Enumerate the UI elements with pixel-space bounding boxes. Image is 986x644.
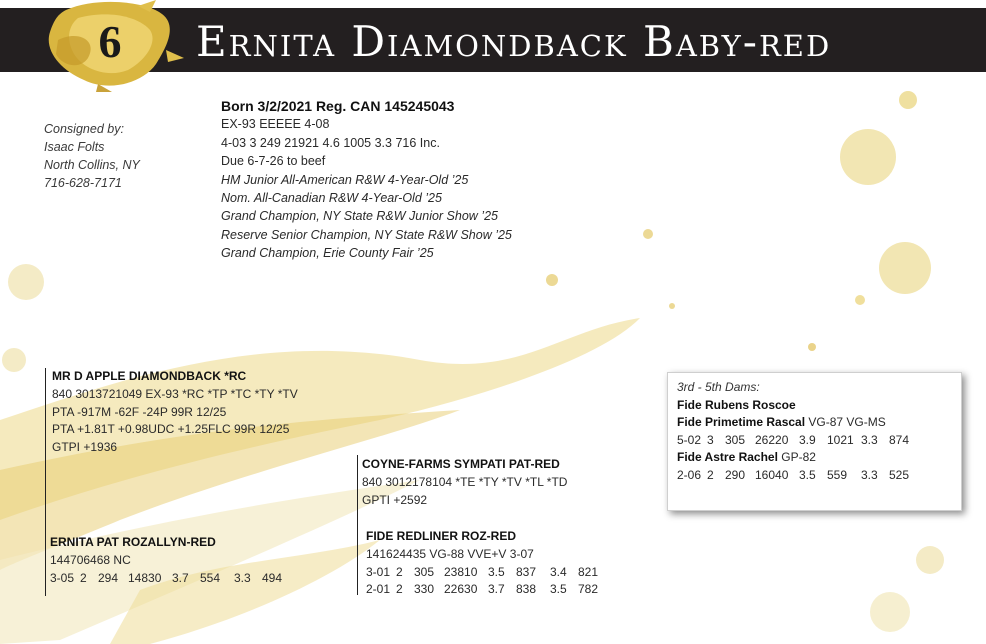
maternal-granddam-name: FIDE REDLINER ROZ-RED	[366, 529, 516, 543]
sire-line: PTA +1.81T +0.98UDC +1.25FLC 99R 12/25	[52, 422, 290, 437]
record-value: 2-06	[677, 467, 702, 482]
pedigree-bracket-line	[357, 455, 358, 595]
pedigree-bracket-line	[45, 368, 46, 596]
dams-box-title: 3rd - 5th Dams:	[677, 380, 760, 394]
record-value: 3.5	[488, 564, 505, 579]
dam-line: 144706468 NC	[50, 552, 131, 567]
dam-entry-name: Fide Astre Rachel	[677, 450, 778, 465]
record-value: 2	[707, 467, 714, 482]
record-value: 305	[725, 432, 746, 447]
classification: EX-93 EEEEE 4-08	[221, 117, 330, 132]
consigner-phone: 716-628-7171	[44, 176, 122, 190]
dam-entry-name: Fide Primetime Rascal	[677, 415, 806, 430]
consigner-label: Consigned by:	[44, 122, 124, 136]
record-value: 2	[80, 570, 87, 585]
record-value: 305	[414, 564, 435, 579]
record-value: 16040	[755, 467, 789, 482]
record-value: 290	[725, 467, 746, 482]
record-value: 22630	[444, 582, 478, 597]
record-value: 874	[889, 432, 910, 447]
record-value: 2	[396, 564, 403, 579]
record-value: 3.3	[861, 467, 878, 482]
consigner-block	[44, 120, 140, 192]
record-value: 2	[396, 582, 403, 597]
lot-number: 6	[98, 16, 122, 67]
honor-line: Reserve Senior Champion, NY State R&W Show ’25	[221, 227, 512, 242]
dam-block	[50, 534, 290, 587]
record-value: 3-01	[366, 564, 391, 579]
record-value: 26220	[755, 432, 789, 447]
honor-line: Grand Champion, NY State R&W Junior Show ’25	[221, 209, 498, 224]
record-value: 3.4	[550, 564, 567, 579]
sire-block	[52, 368, 298, 457]
record-value: 494	[262, 570, 283, 585]
record-value: 3.7	[172, 570, 189, 585]
record-value: 554	[200, 570, 221, 585]
record-value: 837	[516, 564, 537, 579]
record-value: 294	[98, 570, 119, 585]
sire-line: 840 3013721049 EX-93 *RC *TP *TC *TY *TV	[52, 386, 298, 401]
maternal-grandsire-line: 840 3012178104 *TE *TY *TV *TL *TD	[362, 474, 568, 489]
record-value: 23810	[444, 564, 478, 579]
maternal-granddam-line: 141624435 VG-88 VVE+V 3-07	[366, 546, 534, 561]
sire-name: MR D APPLE DIAMONDBACK *RC	[52, 369, 247, 383]
honor-line: Grand Champion, Erie County Fair ’25	[221, 246, 434, 261]
dam-name: ERNITA PAT ROZALLYN-RED	[50, 535, 216, 549]
dam-entry-record	[677, 432, 917, 450]
record-value: 2-01	[366, 582, 391, 597]
record-value: 1021	[827, 432, 854, 447]
record-value: 838	[516, 582, 537, 597]
maternal-grandsire-name: COYNE-FARMS SYMPATI PAT-RED	[362, 457, 560, 471]
dam-entry-classification: GP-82	[777, 450, 816, 465]
record-value: 782	[578, 582, 599, 597]
dam-entry	[677, 449, 917, 467]
record-value: 3.5	[550, 582, 567, 597]
due-date: Due 6-7-26 to beef	[221, 154, 326, 169]
extended-dams-box	[667, 372, 962, 511]
honor-line: Nom. All-Canadian R&W 4-Year-Old ’25	[221, 191, 442, 206]
sire-line: GTPI +1936	[52, 440, 118, 455]
dam-entry-classification: VG-87 VG-MS	[805, 415, 886, 430]
record-value: 3.9	[799, 432, 816, 447]
dam-entry-record	[677, 467, 917, 485]
record-value: 3.3	[234, 570, 251, 585]
record-value: 525	[889, 467, 910, 482]
dam-entry	[677, 414, 917, 432]
consigner-location: North Collins, NY	[44, 158, 140, 172]
record-value: 3-05	[50, 570, 75, 585]
maternal-granddam-record	[366, 581, 606, 599]
maternal-granddam-record	[366, 564, 606, 582]
record-value: 3.3	[861, 432, 878, 447]
honor-line: HM Junior All-American R&W 4-Year-Old ’25	[221, 172, 469, 187]
record-value: 3.5	[799, 467, 816, 482]
consigner-name: Isaac Folts	[44, 140, 105, 154]
record-value: 14830	[128, 570, 162, 585]
record-value: 559	[827, 467, 848, 482]
record-value: 5-02	[677, 432, 702, 447]
record-value: 3.7	[488, 582, 505, 597]
dam-entry	[677, 397, 917, 415]
maternal-grandsire-block	[362, 456, 567, 509]
cow-details	[221, 97, 512, 263]
cow-name-title: Ernita Diamondback Baby-red	[196, 17, 832, 66]
dam-record	[50, 570, 290, 588]
maternal-grandsire-line: GPTI +2592	[362, 492, 428, 507]
record-value: 3	[707, 432, 714, 447]
record-value: 821	[578, 564, 599, 579]
maternal-granddam-block	[366, 528, 606, 599]
birth-registration: Born 3/2/2021 Reg. CAN 145245043	[221, 98, 455, 114]
production-record: 4-03 3 249 21921 4.6 1005 3.3 716 Inc.	[221, 135, 440, 150]
sire-line: PTA -917M -62F -24P 99R 12/25	[52, 404, 227, 419]
record-value: 330	[414, 582, 435, 597]
dam-entry-name: Fide Rubens Roscoe	[677, 397, 796, 412]
